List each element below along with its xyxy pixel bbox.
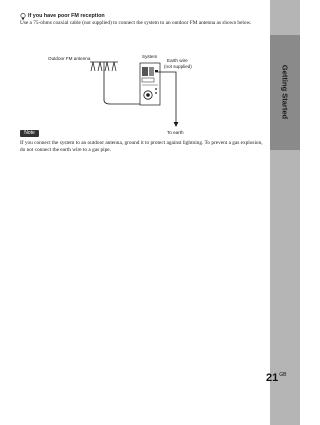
label-earth-wire: Earth wire [167, 58, 188, 63]
tip-heading-text: If you have poor FM reception [28, 13, 105, 19]
antenna-connection-diagram [0, 0, 270, 160]
note-paragraph: If you connect the system to an outdoor antenna, ground it to protect against lightning. To prevent a gas explosion, do not connect the earth wire to a gas pipe. [20, 140, 263, 153]
note-badge: Note [20, 130, 39, 137]
system-rear-panel [140, 63, 160, 105]
intro-paragraph: Use a 75-ohms coaxial cable (not supplied) to connect the system to an outdoor FM antenna as shown below. [20, 20, 252, 26]
label-earth-wire-note: (not supplied) [164, 64, 192, 69]
label-to-earth: To earth [167, 130, 184, 135]
page-number-value: 21 [266, 372, 279, 384]
page-number-suffix: GB [279, 372, 287, 378]
coaxial-cable [104, 69, 140, 104]
label-system: System [142, 54, 158, 59]
label-outdoor-antenna: Outdoor FM antenna [48, 56, 91, 61]
page-number [266, 368, 286, 386]
earth-arrow-icon [174, 122, 179, 127]
section-tab-label: Getting Started [280, 64, 290, 120]
section-sidebar [270, 0, 300, 425]
